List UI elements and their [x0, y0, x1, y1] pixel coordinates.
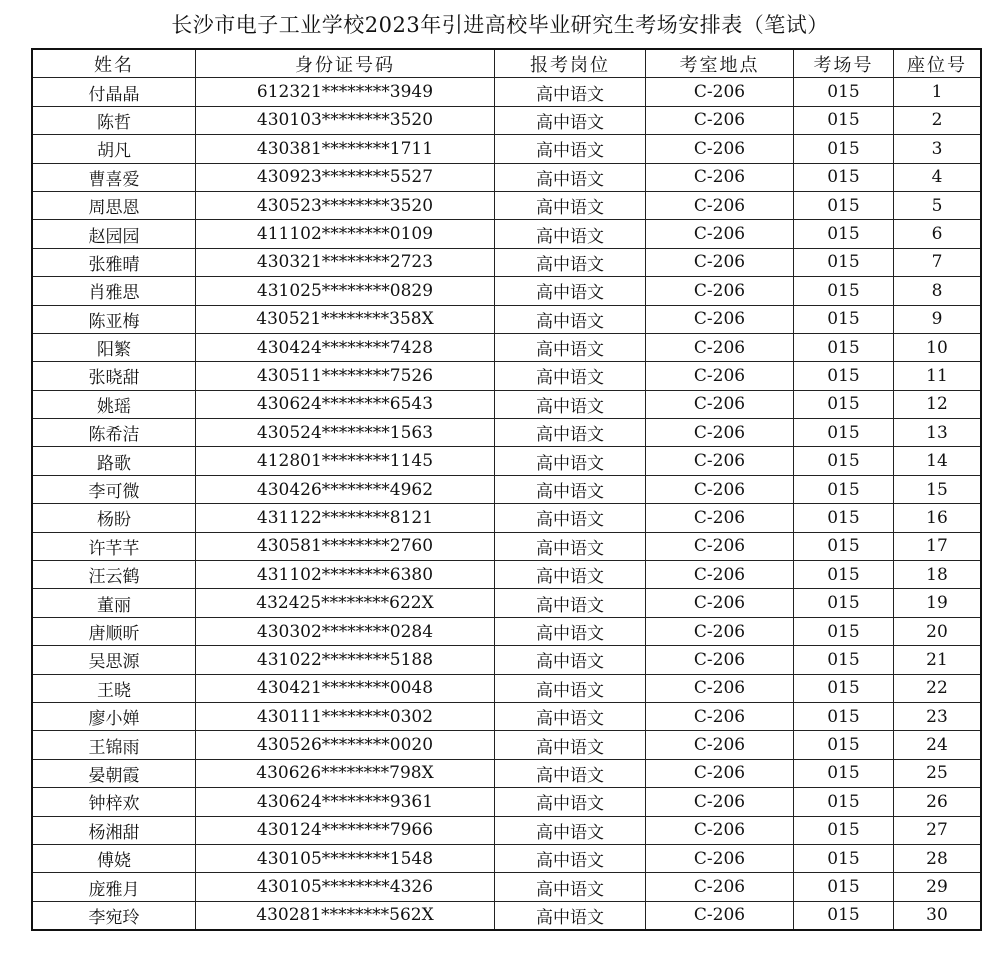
- cell-id-number: 430105********1548: [196, 844, 495, 872]
- cell-room-location: C-206: [646, 702, 794, 730]
- cell-room-location: C-206: [646, 731, 794, 759]
- cell-seat-number: 8: [894, 277, 982, 305]
- cell-room-location: C-206: [646, 191, 794, 219]
- table-row: [32, 646, 981, 674]
- cell-name: 陈亚梅: [32, 305, 196, 333]
- cell-name: 庞雅月: [32, 873, 196, 901]
- table-row: [32, 617, 981, 645]
- cell-id-number: 430626********798X: [196, 759, 495, 787]
- cell-room-location: C-206: [646, 305, 794, 333]
- cell-id-number: 430103********3520: [196, 106, 495, 134]
- cell-seat-number: 13: [894, 419, 982, 447]
- cell-name: 王锦雨: [32, 731, 196, 759]
- cell-position: 高中语文: [495, 873, 646, 901]
- cell-id-number: 430524********1563: [196, 419, 495, 447]
- cell-exam-hall: 015: [794, 674, 894, 702]
- cell-seat-number: 5: [894, 191, 982, 219]
- cell-position: 高中语文: [495, 674, 646, 702]
- cell-room-location: C-206: [646, 788, 794, 816]
- cell-name: 胡凡: [32, 135, 196, 163]
- cell-seat-number: 30: [894, 901, 982, 930]
- cell-exam-hall: 015: [794, 106, 894, 134]
- cell-name: 许芊芊: [32, 532, 196, 560]
- cell-room-location: C-206: [646, 106, 794, 134]
- cell-position: 高中语文: [495, 163, 646, 191]
- table-row: [32, 561, 981, 589]
- cell-room-location: C-206: [646, 135, 794, 163]
- cell-room-location: C-206: [646, 816, 794, 844]
- cell-room-location: C-206: [646, 901, 794, 930]
- header-position: 报考岗位: [495, 49, 646, 78]
- cell-id-number: 432425********622X: [196, 589, 495, 617]
- cell-position: 高中语文: [495, 277, 646, 305]
- table-row: [32, 220, 981, 248]
- table-row: [32, 277, 981, 305]
- cell-position: 高中语文: [495, 475, 646, 503]
- table-row: [32, 873, 981, 901]
- cell-id-number: 431022********5188: [196, 646, 495, 674]
- cell-id-number: 430381********1711: [196, 135, 495, 163]
- table-row: [32, 191, 981, 219]
- cell-room-location: C-206: [646, 362, 794, 390]
- header-id-number: 身份证号码: [196, 49, 495, 78]
- table-row: [32, 504, 981, 532]
- cell-id-number: 430581********2760: [196, 532, 495, 560]
- cell-room-location: C-206: [646, 248, 794, 276]
- cell-exam-hall: 015: [794, 731, 894, 759]
- table-row: [32, 901, 981, 930]
- table-row: [32, 106, 981, 134]
- cell-id-number: 411102********0109: [196, 220, 495, 248]
- cell-id-number: 412801********1145: [196, 447, 495, 475]
- cell-exam-hall: 015: [794, 305, 894, 333]
- table-row: [32, 589, 981, 617]
- cell-room-location: C-206: [646, 419, 794, 447]
- cell-seat-number: 27: [894, 816, 982, 844]
- cell-position: 高中语文: [495, 390, 646, 418]
- cell-name: 汪云鹤: [32, 561, 196, 589]
- cell-seat-number: 20: [894, 617, 982, 645]
- cell-seat-number: 22: [894, 674, 982, 702]
- cell-name: 李可微: [32, 475, 196, 503]
- cell-exam-hall: 015: [794, 475, 894, 503]
- table-row: [32, 759, 981, 787]
- cell-seat-number: 2: [894, 106, 982, 134]
- cell-name: 唐顺昕: [32, 617, 196, 645]
- cell-room-location: C-206: [646, 646, 794, 674]
- cell-position: 高中语文: [495, 731, 646, 759]
- cell-position: 高中语文: [495, 191, 646, 219]
- cell-room-location: C-206: [646, 589, 794, 617]
- cell-position: 高中语文: [495, 589, 646, 617]
- cell-id-number: 430521********358X: [196, 305, 495, 333]
- cell-seat-number: 10: [894, 333, 982, 361]
- header-exam-hall: 考场号: [794, 49, 894, 78]
- cell-id-number: 430281********562X: [196, 901, 495, 930]
- table-row: [32, 135, 981, 163]
- cell-seat-number: 26: [894, 788, 982, 816]
- cell-id-number: 430105********4326: [196, 873, 495, 901]
- table-row: [32, 475, 981, 503]
- cell-room-location: C-206: [646, 220, 794, 248]
- cell-room-location: C-206: [646, 475, 794, 503]
- cell-name: 傅娆: [32, 844, 196, 872]
- cell-id-number: 430424********7428: [196, 333, 495, 361]
- cell-position: 高中语文: [495, 532, 646, 560]
- cell-position: 高中语文: [495, 504, 646, 532]
- table-row: [32, 362, 981, 390]
- cell-exam-hall: 015: [794, 220, 894, 248]
- cell-room-location: C-206: [646, 277, 794, 305]
- table-row: [32, 163, 981, 191]
- cell-seat-number: 18: [894, 561, 982, 589]
- cell-room-location: C-206: [646, 674, 794, 702]
- cell-name: 杨湘甜: [32, 816, 196, 844]
- cell-exam-hall: 015: [794, 362, 894, 390]
- cell-room-location: C-206: [646, 78, 794, 106]
- cell-exam-hall: 015: [794, 504, 894, 532]
- cell-position: 高中语文: [495, 617, 646, 645]
- table-row: [32, 333, 981, 361]
- cell-name: 晏朝霞: [32, 759, 196, 787]
- table-row: [32, 248, 981, 276]
- cell-id-number: 430321********2723: [196, 248, 495, 276]
- cell-id-number: 431102********6380: [196, 561, 495, 589]
- cell-seat-number: 7: [894, 248, 982, 276]
- table-header-row: [32, 49, 981, 78]
- cell-position: 高中语文: [495, 844, 646, 872]
- cell-exam-hall: 015: [794, 248, 894, 276]
- table-row: [32, 419, 981, 447]
- cell-seat-number: 9: [894, 305, 982, 333]
- cell-position: 高中语文: [495, 135, 646, 163]
- cell-position: 高中语文: [495, 333, 646, 361]
- cell-position: 高中语文: [495, 220, 646, 248]
- table-row: [32, 305, 981, 333]
- cell-position: 高中语文: [495, 816, 646, 844]
- cell-name: 赵园园: [32, 220, 196, 248]
- cell-room-location: C-206: [646, 873, 794, 901]
- cell-exam-hall: 015: [794, 702, 894, 730]
- cell-room-location: C-206: [646, 390, 794, 418]
- cell-id-number: 430923********5527: [196, 163, 495, 191]
- cell-exam-hall: 015: [794, 788, 894, 816]
- cell-exam-hall: 015: [794, 873, 894, 901]
- table-row: [32, 731, 981, 759]
- cell-name: 肖雅思: [32, 277, 196, 305]
- cell-seat-number: 3: [894, 135, 982, 163]
- table-row: [32, 390, 981, 418]
- cell-name: 张雅晴: [32, 248, 196, 276]
- table-row: [32, 702, 981, 730]
- table-row: [32, 532, 981, 560]
- cell-name: 阳繁: [32, 333, 196, 361]
- cell-id-number: 430624********9361: [196, 788, 495, 816]
- cell-name: 周思恩: [32, 191, 196, 219]
- cell-position: 高中语文: [495, 646, 646, 674]
- cell-id-number: 430302********0284: [196, 617, 495, 645]
- cell-exam-hall: 015: [794, 333, 894, 361]
- cell-room-location: C-206: [646, 561, 794, 589]
- cell-position: 高中语文: [495, 248, 646, 276]
- cell-room-location: C-206: [646, 447, 794, 475]
- cell-id-number: 431122********8121: [196, 504, 495, 532]
- cell-seat-number: 4: [894, 163, 982, 191]
- header-seat-number: 座位号: [894, 49, 982, 78]
- table-body: [32, 78, 981, 930]
- cell-name: 张晓甜: [32, 362, 196, 390]
- cell-name: 陈希洁: [32, 419, 196, 447]
- cell-name: 李宛玲: [32, 901, 196, 930]
- cell-position: 高中语文: [495, 78, 646, 106]
- cell-name: 曹喜爱: [32, 163, 196, 191]
- header-name: 姓名: [32, 49, 196, 78]
- cell-name: 路歌: [32, 447, 196, 475]
- cell-room-location: C-206: [646, 844, 794, 872]
- cell-name: 董丽: [32, 589, 196, 617]
- cell-exam-hall: 015: [794, 646, 894, 674]
- cell-exam-hall: 015: [794, 901, 894, 930]
- cell-exam-hall: 015: [794, 617, 894, 645]
- cell-room-location: C-206: [646, 504, 794, 532]
- cell-exam-hall: 015: [794, 163, 894, 191]
- cell-exam-hall: 015: [794, 135, 894, 163]
- cell-id-number: 431025********0829: [196, 277, 495, 305]
- table-row: [32, 674, 981, 702]
- page-title: 长沙市电子工业学校2023年引进高校毕业研究生考场安排表（笔试）: [171, 13, 829, 37]
- cell-id-number: 430511********7526: [196, 362, 495, 390]
- cell-position: 高中语文: [495, 447, 646, 475]
- cell-name: 廖小婵: [32, 702, 196, 730]
- cell-position: 高中语文: [495, 305, 646, 333]
- table-row: [32, 844, 981, 872]
- cell-seat-number: 1: [894, 78, 982, 106]
- cell-room-location: C-206: [646, 617, 794, 645]
- table-row: [32, 447, 981, 475]
- cell-name: 钟梓欢: [32, 788, 196, 816]
- cell-seat-number: 29: [894, 873, 982, 901]
- cell-seat-number: 14: [894, 447, 982, 475]
- cell-room-location: C-206: [646, 333, 794, 361]
- cell-seat-number: 11: [894, 362, 982, 390]
- cell-position: 高中语文: [495, 106, 646, 134]
- cell-position: 高中语文: [495, 362, 646, 390]
- cell-exam-hall: 015: [794, 561, 894, 589]
- cell-seat-number: 21: [894, 646, 982, 674]
- cell-exam-hall: 015: [794, 759, 894, 787]
- cell-position: 高中语文: [495, 702, 646, 730]
- cell-id-number: 430421********0048: [196, 674, 495, 702]
- cell-seat-number: 24: [894, 731, 982, 759]
- cell-position: 高中语文: [495, 561, 646, 589]
- cell-name: 付晶晶: [32, 78, 196, 106]
- cell-position: 高中语文: [495, 788, 646, 816]
- cell-exam-hall: 015: [794, 844, 894, 872]
- exam-seating-table: [31, 48, 982, 931]
- cell-seat-number: 6: [894, 220, 982, 248]
- cell-seat-number: 17: [894, 532, 982, 560]
- cell-seat-number: 28: [894, 844, 982, 872]
- cell-seat-number: 25: [894, 759, 982, 787]
- cell-exam-hall: 015: [794, 589, 894, 617]
- cell-seat-number: 23: [894, 702, 982, 730]
- cell-id-number: 430624********6543: [196, 390, 495, 418]
- cell-seat-number: 15: [894, 475, 982, 503]
- cell-id-number: 430111********0302: [196, 702, 495, 730]
- cell-exam-hall: 015: [794, 532, 894, 560]
- cell-exam-hall: 015: [794, 419, 894, 447]
- cell-position: 高中语文: [495, 759, 646, 787]
- cell-seat-number: 12: [894, 390, 982, 418]
- cell-id-number: 430523********3520: [196, 191, 495, 219]
- cell-seat-number: 19: [894, 589, 982, 617]
- cell-id-number: 430426********4962: [196, 475, 495, 503]
- cell-room-location: C-206: [646, 532, 794, 560]
- cell-exam-hall: 015: [794, 816, 894, 844]
- cell-name: 陈哲: [32, 106, 196, 134]
- cell-exam-hall: 015: [794, 277, 894, 305]
- cell-exam-hall: 015: [794, 447, 894, 475]
- cell-id-number: 430124********7966: [196, 816, 495, 844]
- table-row: [32, 78, 981, 106]
- cell-name: 姚瑶: [32, 390, 196, 418]
- cell-id-number: 612321********3949: [196, 78, 495, 106]
- cell-name: 吴思源: [32, 646, 196, 674]
- table-row: [32, 788, 981, 816]
- cell-name: 王晓: [32, 674, 196, 702]
- header-room-location: 考室地点: [646, 49, 794, 78]
- cell-name: 杨盼: [32, 504, 196, 532]
- cell-exam-hall: 015: [794, 78, 894, 106]
- cell-exam-hall: 015: [794, 390, 894, 418]
- cell-seat-number: 16: [894, 504, 982, 532]
- cell-position: 高中语文: [495, 419, 646, 447]
- cell-id-number: 430526********0020: [196, 731, 495, 759]
- cell-exam-hall: 015: [794, 191, 894, 219]
- cell-position: 高中语文: [495, 901, 646, 930]
- cell-room-location: C-206: [646, 759, 794, 787]
- cell-room-location: C-206: [646, 163, 794, 191]
- table-row: [32, 816, 981, 844]
